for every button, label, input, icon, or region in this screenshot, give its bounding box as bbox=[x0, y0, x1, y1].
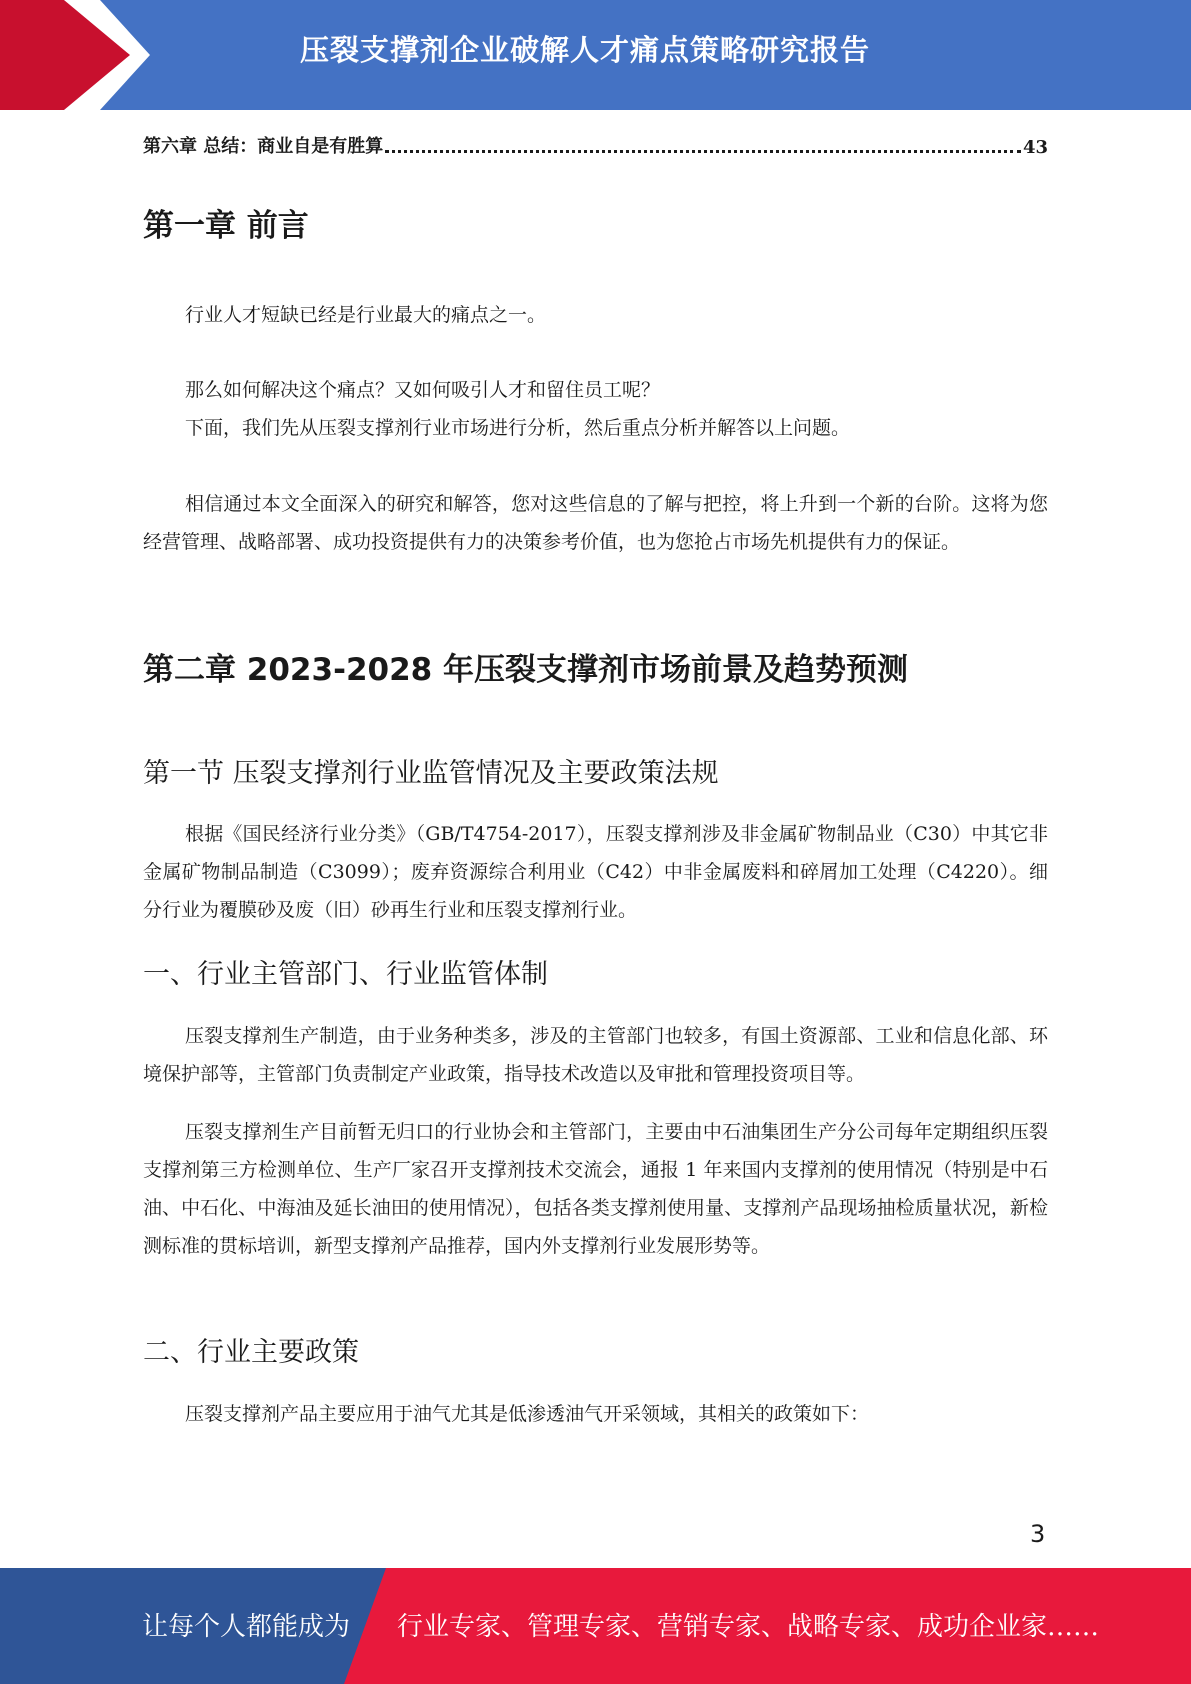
toc-entry[interactable] bbox=[143, 130, 1048, 158]
toc-entry-label: 第六章 总结：商业自是有胜算 bbox=[143, 136, 384, 157]
section1-heading: 第一节 压裂支撑剂行业监管情况及主要政策法规 bbox=[143, 758, 719, 789]
subsection1-paragraph: 压裂支撑剂生产目前暂无归口的行业协会和主管部门，主要由中石油集团生产分公司每年定期组织压裂支撑剂第三方检测单位、生产厂家召开支撑剂技术交流会，通报 1 年来国内支撑剂的使用情况（特别是中石油、中石化、中海油及延长油田的使用情况），包括各类支撑剂使用量、支撑剂产品现场抽检质量状况，新检测标准的贯标培训，新型支撑剂产品推荐，国内外支撑剂行业发展形势等。 bbox=[143, 1121, 1048, 1257]
chapter1-paragraph: 相信通过本文全面深入的研究和解答，您对这些信息的了解与把控，将上升到一个新的台阶。这将为您经营管理、战略部署、成功投资提供有力的决策参考价值，也为您抢占市场先机提供有力的保证。 bbox=[143, 493, 1048, 553]
header-red-block bbox=[0, 0, 148, 110]
chapter1-heading: 第一章 前言 bbox=[143, 208, 309, 244]
chapter1-paragraph: 下面，我们先从压裂支撑剂行业市场进行分析，然后重点分析并解答以上问题。 bbox=[185, 417, 851, 439]
page-footer bbox=[0, 1568, 1191, 1684]
page-header bbox=[0, 0, 1191, 110]
subsection2-paragraph: 压裂支撑剂产品主要应用于油气尤其是低渗透油气开采领域，其相关的政策如下： bbox=[185, 1403, 870, 1425]
toc-leader-dots bbox=[385, 150, 1021, 153]
footer-slogan-left: 让每个人都能成为 bbox=[142, 1612, 351, 1642]
subsection1-heading: 一、行业主管部门、行业监管体制 bbox=[143, 959, 548, 990]
chapter2-heading: 第二章 2023-2028 年压裂支撑剂市场前景及趋势预测 bbox=[143, 652, 909, 688]
toc-page-number: 43 bbox=[1022, 137, 1048, 158]
page-number: 3 bbox=[1030, 1520, 1046, 1548]
chapter1-paragraph: 行业人才短缺已经是行业最大的痛点之一。 bbox=[185, 304, 547, 326]
subsection2-heading: 二、行业主要政策 bbox=[143, 1337, 359, 1368]
footer-slogan-right: 行业专家、管理专家、营销专家、战略专家、成功企业家…… bbox=[397, 1612, 1100, 1642]
chapter1-paragraph: 那么如何解决这个痛点？又如何吸引人才和留住员工呢？ bbox=[185, 379, 661, 401]
section1-paragraph: 根据《国民经济行业分类》（GB/T4754-2017），压裂支撑剂涉及非金属矿物制品业（C30）中其它非金属矿物制品制造（C3099）；废弃资源综合利用业（C42）中非金属废料和碎屑加工处理（C4220）。细分行业为覆膜砂及废（旧）砂再生行业和压裂支撑剂行业。 bbox=[143, 823, 1048, 921]
report-title: 压裂支撑剂企业破解人才痛点策略研究报告 bbox=[300, 33, 871, 67]
subsection1-paragraph: 压裂支撑剂生产制造，由于业务种类多，涉及的主管部门也较多，有国土资源部、工业和信息化部、环境保护部等，主管部门负责制定产业政策，指导技术改造以及审批和管理投资项目等。 bbox=[143, 1025, 1048, 1085]
